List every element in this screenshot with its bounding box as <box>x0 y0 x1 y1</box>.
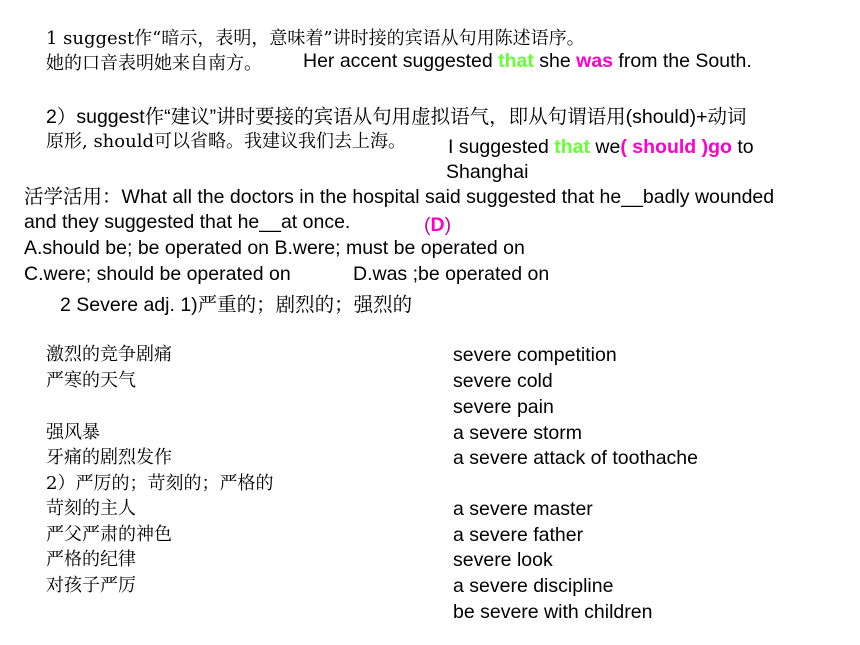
example-2-we: we <box>590 136 621 158</box>
example-1-text-mid: she <box>533 50 577 72</box>
highlight-that: that <box>498 50 534 72</box>
exercise-answer <box>424 213 451 237</box>
severe-heading <box>60 293 412 317</box>
severe-row-en: a severe father <box>453 524 584 546</box>
example-2-chinese: 原形, should可以省略。我建议我们去上海。 <box>46 131 406 152</box>
example-2-shanghai: Shanghai <box>446 161 529 183</box>
severe-row-en: severe cold <box>453 370 553 392</box>
severe-row-cn: 严寒的天气 <box>46 370 136 391</box>
example-2-english <box>448 135 754 159</box>
example-2-text: I suggested <box>448 136 555 158</box>
answer-letter: D <box>430 214 445 236</box>
example-1-text-end: from the South. <box>613 50 752 72</box>
example-1-english <box>303 49 752 73</box>
example-1-text: Her accent suggested <box>303 50 499 72</box>
example-2-to: to <box>731 136 754 158</box>
exercise-question-line-1: 活学活用：What all the doctors in the hospital said suggested that he__badly wounded <box>24 186 775 208</box>
severe-row-en: severe pain <box>453 396 554 418</box>
suggest-rule-1: 1 suggest作“暗示，表明，意味着”讲时接的宾语从句用陈述语序。 <box>46 28 585 49</box>
severe-row-cn: 对孩子严厉 <box>46 575 136 596</box>
severe-row-en: be severe with children <box>453 601 653 623</box>
highlight-was: was <box>576 50 614 72</box>
severe-row-en: a severe master <box>453 498 593 520</box>
severe-row-en: severe look <box>453 549 553 571</box>
severe-row-en: a severe discipline <box>453 575 614 597</box>
severe-row-cn: 严格的纪律 <box>46 549 136 570</box>
severe-row-en: severe competition <box>453 344 617 366</box>
severe-row-cn: 强风暴 <box>46 422 100 443</box>
severe-heading-text: 2 Severe adj. 1)严重的；剧烈的；强烈的 <box>60 294 413 316</box>
exercise-options-a-b: A.should be; be operated on B.were; must be operated on <box>24 237 525 259</box>
severe-row-cn: 激烈的竞争剧痛 <box>46 344 172 365</box>
severe-row-cn: 严父严肃的神色 <box>46 524 172 545</box>
severe-row-en: a severe storm <box>453 422 582 444</box>
severe-row-cn: 牙痛的剧烈发作 <box>46 447 172 468</box>
severe-row-en: a severe attack of toothache <box>453 447 698 469</box>
exercise-option-d: D.was ;be operated on <box>353 263 550 285</box>
exercise-question-line-2: and they suggested that he__at once. <box>24 211 351 233</box>
severe-row-cn: 苛刻的主人 <box>46 498 136 519</box>
severe-sense-2: 2）严厉的；苛刻的；严格的 <box>46 473 274 494</box>
example-1-chinese: 她的口音表明她来自南方。 <box>46 53 262 74</box>
exercise-option-c: C.were; should be operated on <box>24 263 291 285</box>
highlight-that-2: that <box>554 136 590 158</box>
highlight-should-go: ( should )go <box>620 136 732 158</box>
answer-open-paren: ( <box>424 214 431 236</box>
suggest-rule-2: 2）suggest作“建议”讲时要接的宾语从句用虚拟语气，即从句谓语用(should)+动词 <box>46 106 747 128</box>
answer-close-paren: ) <box>444 214 452 236</box>
